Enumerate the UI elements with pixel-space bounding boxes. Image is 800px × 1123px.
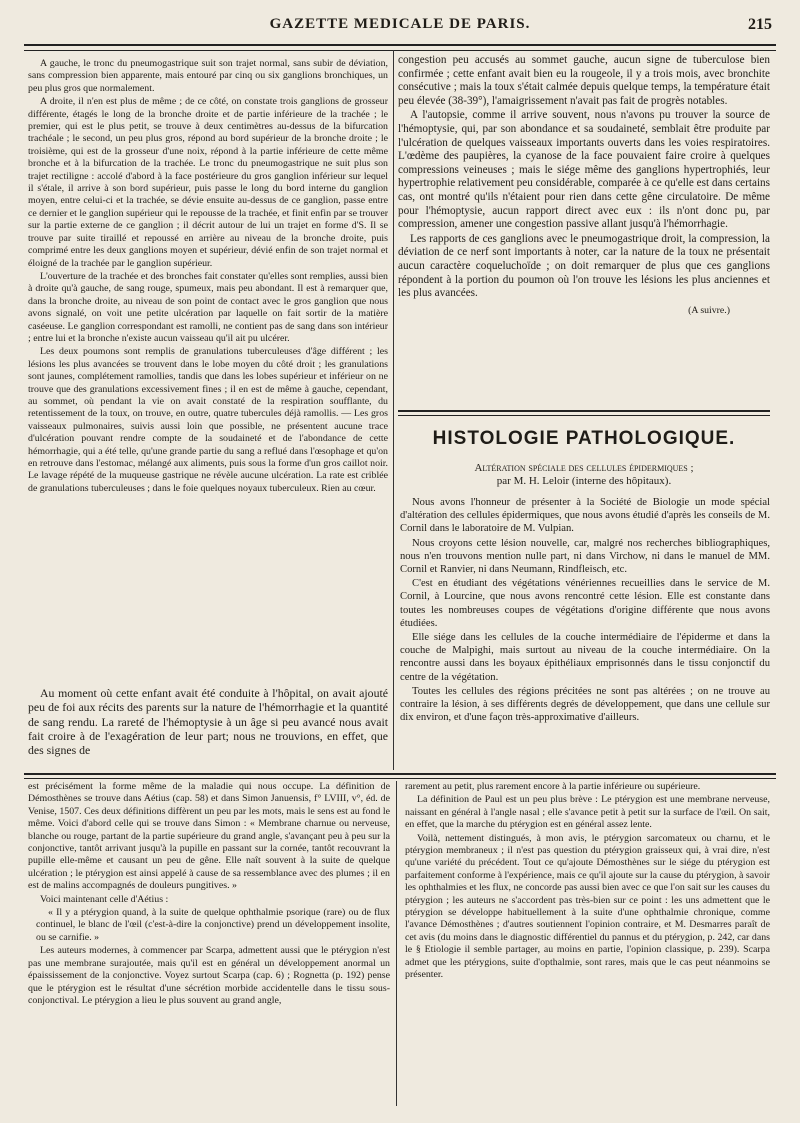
paragraph: Les auteurs modernes, à commencer par Scarpa, admettent aussi que le ptérygion n'est pas une membrane surajoutée, mais qu'il est en général un développement anormal un épaississement de la conjonctive. Voyez surtout Scarpa (cap. 6) ; Rognetta (p. 192) pense que le ptérygion est le résultat d'une sécrétion morbide accidentelle dans le tissu sous-conjonctival. Le ptérygion a lieu le plus souvent au grand angle, xyxy=(28,945,390,1006)
paragraph: Elle siége dans les cellules de la couche intermédiaire de l'épiderme et dans la couche de Malpighi, mais surtout au niveau de la couche intermédiaire. On la rencontre aussi dans les boyaux épithéliaux emprisonnés dans le tissu conjonctif du centre de la végétation. xyxy=(400,632,770,683)
paragraph: C'est en étudiant des végétations vénériennes recueillies dans le service de M. Cornil, à Lourcine, que nous avons rencontré cette lésion. Elle est constante dans toutes les nombreuses coupes de végétations d'origine différente que nous avons étudiées. xyxy=(400,578,770,629)
page-header xyxy=(24,10,776,48)
header-rule xyxy=(24,44,776,51)
paragraph: A droite, il n'en est plus de même ; de ce côté, on constate trois ganglions de grosseur différente, étagés le long de la bronche droite et de partie inférieure de la trachée ; le premier, qui est le plus petit, se trouve à deux centimètres au-dessus de la bifurcation trachéale ; le second, un peu plus gros, répond au bord supérieur de la bronche droite ; le troisième, qui est de la grosseur d'une noix, répond à la partie inférieure de cette même bronche et à la bifurcation de la trachée. Le tronc du pneumogastrique ne suit plus son trajet rectiligne : accolé d'abord à la face postérieure du gros ganglion inférieur sur lequel il s'étale, il arrive à son bord supérieur, puis passe le long du bord interne du ganglion moyen, entre celui-ci et la trachée, se dévie ensuite au-dessus de ce ganglion, passe entre ce dernier et le ganglion supérieur qui le repousse de la trachée, et finit enfin par se trouver sur la partie externe de ce ganglion ; il décrit autour de lui un trajet en forme d'S. Il se trouve par suite tiraillé et repoussé en arrière au niveau de la bronche droite, puis comprimé entre les deux ganglions moyen et supérieur, dévié enfin de son trajet normal et éloigné de la trachée par le ganglion supérieur. xyxy=(28,96,388,269)
paragraph: Toutes les cellules des régions précitées ne sont pas altérées ; on ne trouve au contraire la lésion, à ses différents degrés de développement, que dans une cellule sur dix environ, et d'une façon très-approximative d'ailleurs. xyxy=(400,685,770,724)
paragraph: L'ouverture de la trachée et des bronches fait constater qu'elles sont remplies, aussi bien à droite qu'à gauche, de sang rouge, spumeux, mais peu abondant. Il est à remarquer que, dans la bronche droite, au niveau de son point de contact avec le gros ganglion que nous avons signalé, on voit une petite ulcération par laquelle on fait sortir de la matière caséeuse. Le ganglion correspondant est ramolli, ne contient pas de sang dans son intérieur ; entre lui et la bronche n'existe aucun vaisseau qu'il ait pu ulcérer. xyxy=(28,270,388,344)
paragraph: Les deux poumons sont remplis de granulations tuberculeuses d'âge différent ; les lésions les plus avancées se trouvent dans le lobe moyen du côté droit ; les granulations sont jaunes, complétement ramollies, tandis que dans les lobes supérieur et inférieur on ne trouve que des granulations excessivement fines ; il en est de même à gauche, cependant, au sommet, où pendant la vie on avait constaté de la respiration soufflante, du retentissement de la toux, on trouve, en outre, quatre tubercules déjà ramollis. — Les gros vaisseaux pulmonaires, suivis aussi loin que possible, ne présentent aucune trace d'ulcération pouvant rendre compte de la soudaineté et de l'abondance de cette hémorrhagie, qui a été telle, qu'une grande partie du sang a reflué dans l'œsophage et qu'on en retrouve dans l'estomac, mélangé aux aliments, puis sous la forme d'un gros caillot noir. Le lavage répété de la muqueuse gastrique ne révèle aucune ulcération. La rate est criblée de granulations tuberculeuses ; dans le foie quelques noyaux tuberculeux. Rien au cœur. xyxy=(28,346,388,494)
to-be-continued: (A suivre.) xyxy=(688,304,730,316)
article-column-top-right xyxy=(398,54,770,404)
article-subtitle: Altération spéciale des cellules épidermiques ; xyxy=(474,462,694,474)
paragraph: est précisément la forme même de la maladie qui nous occupe. La définition de Démosthènes se trouve dans Aétius (cap. 58) et dans Simon Januensis, f° LVIII, v°, éd. de Venise, 1507. Ces deux définitions diffèrent un peu par les mots, mais le sens est au fond le même. Voici d'abord celle qui se trouve dans Simon : « Membrane charnue ou nerveuse, blanche ou rouge, partant de la partie supérieure du grand angle, s'avançant peu à peu sur la conjonctive, tantôt arrivant jusqu'à la pupille en passant sur la cornée, tantôt recouvrant la pupille elle-même et causant un peu de gêne. Elle naît souvent à la suite de quelque ulcération ; le ptérygion est ainsi appelé à cause de sa ressemblance avec des plumes ; il en est de malins accompagnés de douleurs pungitives. » xyxy=(28,781,390,892)
paragraph: Voilà, nettement distingués, à mon avis, le ptérygion sarcomateux ou charnu, et le ptérygion membraneux ; il n'est pas question du ptérygion graisseux qui, à vrai dire, n'est qu'une variété du précédent. Tout ce qu'ajoute Démosthènes sur le siége du ptérygion est parfaitement conforme à l'expérience, mais ce qu'il ajoute sur la cause du ptérygion, à savoir les ophthalmies et les flux, ne concorde pas aussi bien avec ce que l'on sait sur les causes du ptérygion ; les auteurs ne s'accordent pas très-bien sur ce point : les uns admettent que le ptérygion se développe habituellement à la suite d'une ophthalmie chronique, comme l'avance Démosthènes ; d'autres soutiennent l'opinion contraire, et M. Desmarres paraît de cet avis (du moins dans le diagnostic différentiel du pannus et du ptérygion, p. 242, car dans le § Etiologie il semble partager, au moins en partie, l'opinion classique, p. 239). Scarpa admet que les ptérygions, suite d'opthalmie, sont rares, mais que le cas peut néanmoins se présenter. xyxy=(405,832,770,981)
section-title: HISTOLOGIE PATHOLOGIQUE. xyxy=(432,428,736,449)
paragraph: Nous croyons cette lésion nouvelle, car, malgré nos recherches bibliographiques, nous n'en trouvons mention nulle part, ni dans Virchow, ni dans le manuel de MM. Cornil et Ranvier, ni dans Neumann, Rindfleisch, etc. xyxy=(400,537,770,576)
paragraph: Les rapports de ces ganglions avec le pneumogastrique droit, la compression, la déviation de ce nerf sont importants à noter, car la nature de la toux ne présentait aucun caractère coqueluchoïde ; on doit remarquer de plus que ces ganglions répondent à la portion du poumon où l'on trouve les lésions les plus anciennes et les plus avancées. xyxy=(398,232,770,300)
quotation: « Il y a ptérygion quand, à la suite de quelque ophthalmie psorique (rare) ou de flux continuel, le blanc de l'œil (c'est-à-dire la conjonctive) prend un développement insolite, ou se carnifie. » xyxy=(36,907,390,943)
article-column-top-left-continued xyxy=(28,686,388,768)
paragraph: A l'autopsie, comme il arrive souvent, nous n'avons pu trouver la source de l'hémoptysie, qui, par son abondance et sa soudaineté, semblait être produite par l'ulcération de quelques vaisseaux importants ouverts dans les voies respiratoires. L'œdème des paupières, la cyanose de la face pouvaient faire croire à quelques compressions veineuses ; mais le siége même des ganglions hypertrophiés, leur hypertrophie relativement peu considérable, comparée à ce qu'elle est dans certains cas, ont montré qu'ils n'étaient pour rien dans cette gêne circulatoire. De même pour l'hémoptysie, aucun rapport direct avec eux : ils n'ont donc pu, par compression, amener une congestion passive allant jusqu'à l'hémorrhagie. xyxy=(398,109,770,231)
paragraph: Nous avons l'honneur de présenter à la Société de Biologie un mode spécial d'altération des cellules épidermiques, que nous avons étudié d'après les conseils de M. Cornil dans le laboratoire de M. Vulpian. xyxy=(400,497,770,535)
paragraph: A gauche, le tronc du pneumogastrique suit son trajet normal, sans subir de déviation, sans compression bien apparente, mais entouré par cinq ou six ganglions bronchiques, un peu plus gros que normalement. xyxy=(28,58,388,94)
column-divider-bottom xyxy=(396,781,397,1106)
paragraph: Voici maintenant celle d'Aétius : xyxy=(40,893,169,905)
journal-title: GAZETTE MEDICALE DE PARIS. xyxy=(269,16,531,32)
column-divider-top xyxy=(393,50,394,770)
article-column-top-left xyxy=(28,58,388,683)
article-column-bottom-right xyxy=(405,781,770,1121)
page-number: 215 xyxy=(748,16,772,33)
article-author: par M. H. Leloir (interne des hôpitaux). xyxy=(496,475,672,487)
article-column-histologie xyxy=(400,496,770,768)
section-divider-rule xyxy=(24,773,776,779)
paragraph: rarement au petit, plus rarement encore à la partie inférieure ou supérieure. xyxy=(405,781,701,792)
article-column-bottom-left xyxy=(28,781,390,1121)
paragraph: La définition de Paul est un peu plus brève : Le ptérygion est une membrane nerveuse, naissant en général à l'angle nasal ; elle s'avance petit à petit sur la surface de l'œil. On sait, en effet, que la marche du ptérygion est en général assez lente. xyxy=(405,794,770,831)
paragraph: congestion peu accusés au sommet gauche, aucun signe de tuberculose bien confirmée ; cette enfant avait bien eu la rougeole, il y a trois mois, avec bronchite consécutive ; mais la toux s'était calmée depuis quelque temps, la température était peu élevée (38-39°), l'amaigrissement n'avait pas fait de progrès notables. xyxy=(398,54,770,107)
paragraph: Au moment où cette enfant avait été conduite à l'hôpital, on avait ajouté peu de foi aux récits des parents sur la nature de l'hémorrhagie et la quantité de sang rendu. La rareté de l'hémoptysie à un âge si peu avancé nous avait fait croire à de l'exagération de leur part; nous ne trouvions, en effet, que des signes de xyxy=(28,686,388,758)
article-subheading xyxy=(398,462,770,488)
